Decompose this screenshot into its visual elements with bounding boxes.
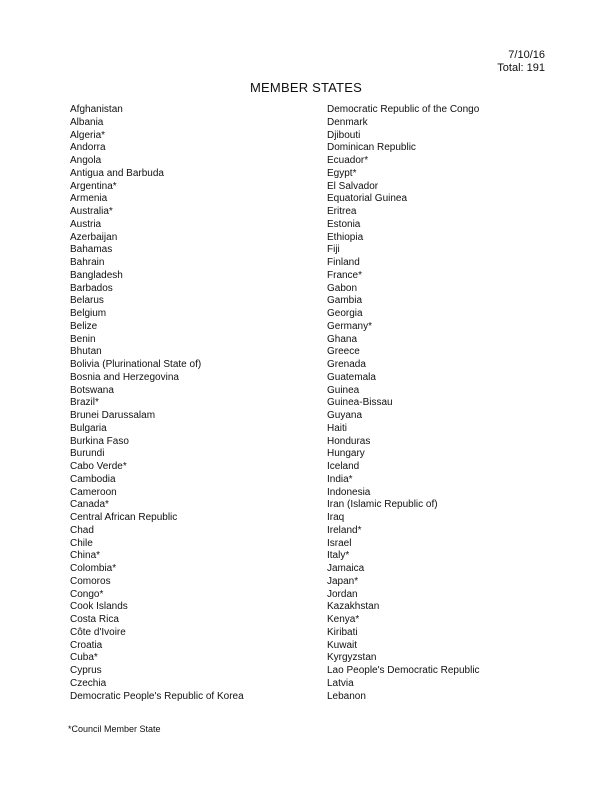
member-state-item: Azerbaijan	[70, 231, 118, 243]
member-state-item: Kenya*	[327, 614, 360, 625]
member-state-item: Albania	[70, 116, 104, 128]
member-state-item: Afghanistan	[70, 104, 123, 115]
member-state-item: Gabon	[327, 282, 358, 294]
document-date: 7/10/16	[508, 49, 545, 61]
member-state-item: Finland	[327, 257, 360, 268]
member-state-item: Cambodia	[70, 473, 116, 485]
member-state-item: Democratic People's Republic of Korea	[70, 690, 244, 702]
member-state-item: Colombia*	[70, 563, 117, 574]
member-states-right-column	[327, 104, 577, 703]
member-state-item: Iceland	[327, 461, 360, 472]
member-state-item: Armenia	[70, 193, 108, 205]
member-state-item: Equatorial Guinea	[327, 193, 408, 205]
member-state-item: Hungary	[327, 448, 365, 460]
member-state-item: Greece	[327, 346, 360, 358]
member-state-item: Jordan	[327, 588, 358, 600]
member-state-item: Guinea	[327, 384, 360, 396]
member-state-item: Cook Islands	[70, 601, 128, 613]
member-state-item: Guinea-Bissau	[327, 397, 393, 409]
member-state-item: Chad	[70, 524, 94, 536]
member-state-item: Central African Republic	[70, 512, 178, 523]
member-state-item: Belgium	[70, 308, 107, 319]
member-state-item: Canada*	[70, 499, 109, 511]
member-state-item: Cuba*	[70, 652, 98, 664]
member-state-item: Lao People's Democratic Republic	[327, 665, 480, 676]
member-state-item: Cameroon	[70, 486, 117, 498]
member-state-item: Costa Rica	[70, 614, 119, 625]
member-state-item: Kyrgyzstan	[327, 652, 377, 664]
member-state-item: Indonesia	[327, 486, 371, 498]
member-state-item: Burundi	[70, 448, 105, 460]
member-state-item: Iraq	[327, 512, 345, 523]
member-state-item: China*	[70, 550, 101, 562]
member-state-item: Honduras	[327, 435, 371, 447]
member-state-item: Bahamas	[70, 244, 113, 256]
member-state-item: Dominican Republic	[327, 142, 416, 154]
member-state-item: Andorra	[70, 142, 106, 154]
member-state-item: Egypt*	[327, 167, 357, 179]
member-state-item: Denmark	[327, 116, 368, 128]
member-state-item: Ireland*	[327, 524, 362, 536]
member-state-item: Bahrain	[70, 257, 105, 268]
member-state-item: India*	[327, 473, 353, 485]
member-state-item: Brazil*	[70, 397, 99, 409]
member-state-item: Barbados	[70, 282, 113, 294]
member-state-item: Democratic Republic of the Congo	[327, 104, 480, 115]
member-state-item: Italy*	[327, 550, 350, 562]
member-state-item: Estonia	[327, 218, 361, 230]
member-state-item: Georgia	[327, 308, 363, 319]
member-state-item: Latvia	[327, 677, 354, 689]
member-state-item: Guatemala	[327, 371, 376, 383]
member-state-item: Argentina*	[70, 180, 117, 192]
member-state-item: Botswana	[70, 384, 114, 396]
member-state-item: Bangladesh	[70, 269, 123, 281]
member-state-item: Burkina Faso	[70, 435, 129, 447]
member-state-item: Jamaica	[327, 563, 365, 574]
member-state-item: Japan*	[327, 575, 359, 587]
member-state-item: Bhutan	[70, 346, 102, 358]
member-state-item: Comoros	[70, 575, 111, 587]
member-state-item: Belize	[70, 320, 98, 332]
member-state-item: Angola	[70, 155, 102, 166]
member-state-item: El Salvador	[327, 180, 379, 192]
member-state-item: Côte d'Ivoire	[70, 626, 126, 638]
member-state-item: Brunei Darussalam	[70, 410, 156, 421]
member-state-item: Fiji	[327, 244, 340, 256]
page-title: MEMBER STATES	[250, 80, 362, 95]
member-state-item: Guyana	[327, 410, 363, 421]
footnote: *Council Member State	[68, 724, 161, 734]
member-state-item: Ghana	[327, 333, 358, 345]
member-state-item: Gambia	[327, 295, 363, 307]
member-state-item: Algeria*	[70, 129, 106, 141]
member-state-item: Antigua and Barbuda	[70, 167, 164, 179]
member-state-item: Kazakhstan	[327, 601, 380, 613]
member-state-item: Kuwait	[327, 639, 358, 651]
member-state-item: Kiribati	[327, 626, 358, 638]
member-states-left-column	[70, 104, 320, 703]
member-state-item: Eritrea	[327, 206, 357, 217]
member-state-item: Lebanon	[327, 690, 366, 702]
member-state-item: Iran (Islamic Republic of)	[327, 499, 438, 511]
member-state-item: Czechia	[70, 677, 107, 689]
member-state-item: Austria	[70, 218, 102, 230]
member-state-item: Israel	[327, 537, 352, 549]
member-state-item: France*	[327, 269, 363, 281]
total-count: Total: 191	[497, 62, 545, 74]
member-state-item: Djibouti	[327, 129, 361, 141]
member-state-item: Belarus	[70, 295, 104, 307]
member-state-item: Cabo Verde*	[70, 461, 127, 472]
member-state-item: Cyprus	[70, 665, 102, 676]
member-state-item: Bolivia (Plurinational State of)	[70, 359, 202, 370]
member-state-item: Haiti	[327, 422, 348, 434]
member-state-item: Bosnia and Herzegovina	[70, 371, 179, 383]
member-state-item: Congo*	[70, 588, 104, 600]
member-state-item: Bulgaria	[70, 422, 107, 434]
member-state-item: Australia*	[70, 206, 113, 217]
member-state-item: Benin	[70, 333, 96, 345]
member-state-item: Ethiopia	[327, 231, 364, 243]
member-state-item: Chile	[70, 537, 93, 549]
member-state-item: Germany*	[327, 320, 373, 332]
member-state-item: Grenada	[327, 359, 366, 370]
member-state-item: Croatia	[70, 639, 103, 651]
member-state-item: Ecuador*	[327, 155, 369, 166]
